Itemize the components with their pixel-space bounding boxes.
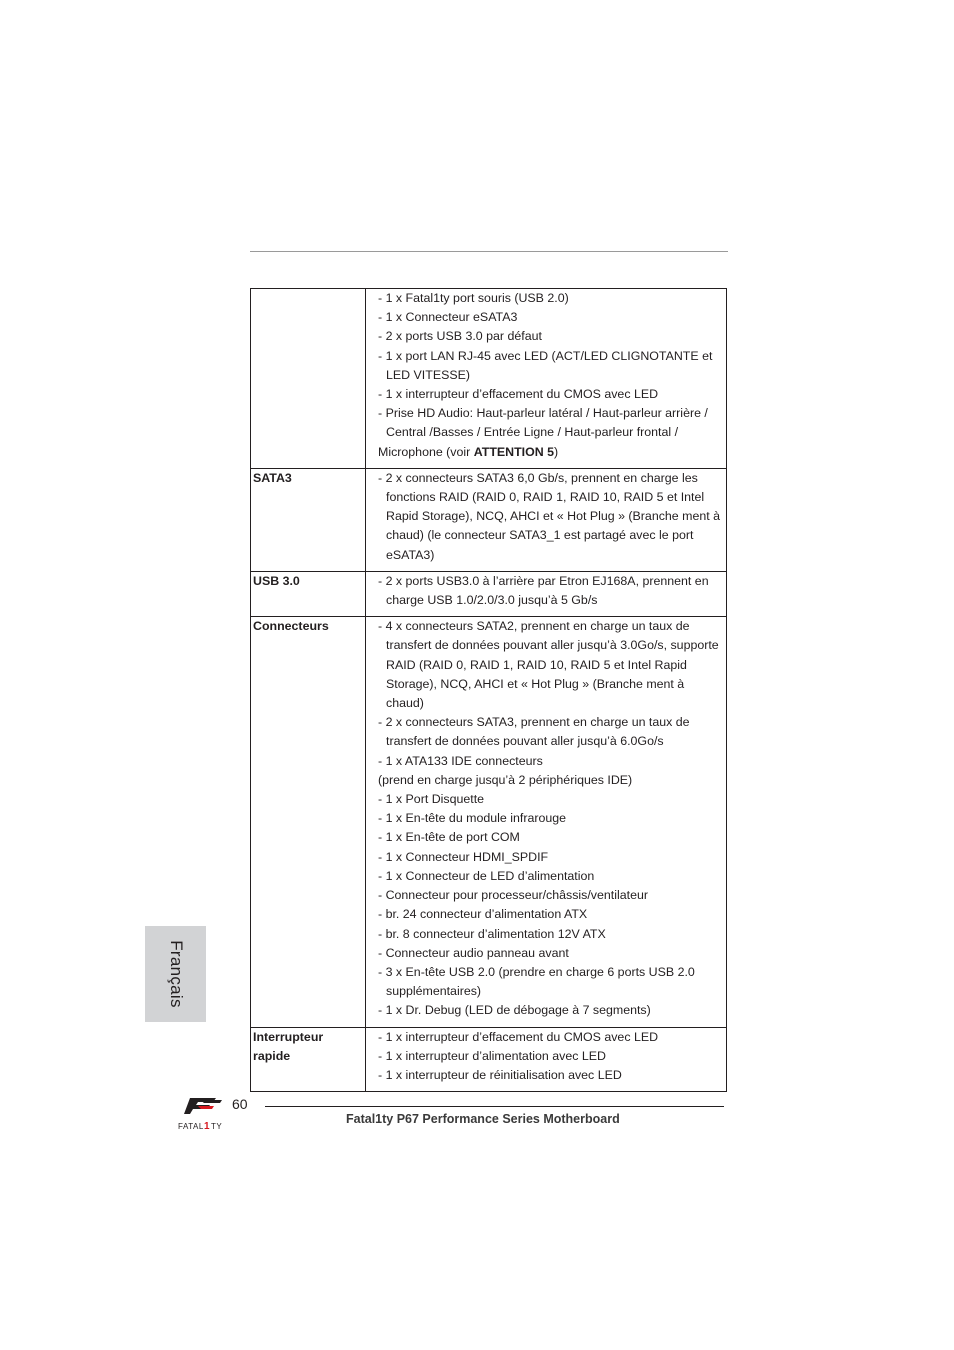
spec-item: - 1 x interrupteur d’alimentation avec LED: [378, 1048, 606, 1063]
spec-row: [251, 289, 727, 469]
spec-items-cell: [366, 468, 727, 571]
top-rule: [250, 251, 728, 252]
svg-text:1: 1: [204, 1121, 210, 1132]
spec-label: SATA3: [253, 470, 292, 485]
spec-label: rapide: [253, 1048, 291, 1063]
spec-item: - 1 x ATA133 IDE connecteurs: [378, 753, 543, 768]
spec-item: [378, 443, 724, 462]
spec-label: Interrupteur: [253, 1029, 324, 1044]
spec-item: - 2 x connecteurs SATA3, prennent en charge un taux de transfert de données pouvant aller jusqu’à 6.0Go/s: [378, 715, 690, 749]
spec-table-body: [251, 289, 727, 1092]
language-tab-label: Français: [166, 940, 186, 1008]
spec-item: - Connecteur pour processeur/châssis/ventilateur: [378, 888, 648, 903]
spec-item: - Connecteur audio panneau avant: [378, 945, 569, 960]
spec-item: - 1 x Port Disquette: [378, 792, 485, 807]
footer-title: Fatal1ty P67 Performance Series Motherboard: [346, 1112, 620, 1126]
spec-item: - 2 x connecteurs SATA3 6,0 Gb/s, prennent en charge les fonctions RAID (RAID 0, RAID 1, RAID 10, RAID 5 et Intel Rapid Storage), NCQ, AHCI et « Hot Plug » (Branche ment à chaud) (le connecteur SATA3_1 est partagé avec le port eSATA3): [378, 470, 721, 562]
spec-label-cell: [251, 1027, 366, 1092]
spec-item: - 1 x Dr. Debug (LED de débogage à 7 segments): [378, 1003, 651, 1018]
spec-item: - 1 x Connecteur de LED d’alimentation: [378, 868, 595, 883]
spec-item: - 1 x En-tête du module infrarouge: [378, 811, 567, 826]
spec-item-text: ): [554, 444, 559, 459]
spec-item-text: Microphone (voir: [378, 444, 474, 459]
spec-label-cell: [251, 571, 366, 616]
footer-rule: [265, 1106, 724, 1107]
spec-items-cell: [366, 617, 727, 1027]
spec-item: - 4 x connecteurs SATA2, prennent en charge un taux de transfert de données pouvant aller jusqu’à 3.0Go/s, supporte RAID (RAID 0, RAID 1, RAID 10, RAID 5 et Intel Rapid Storage), NCQ, AHCI et « Hot Plug » (Branche ment à chaud): [378, 619, 719, 711]
spec-item: (prend en charge jusqu’à 2 périphériques IDE): [378, 772, 633, 787]
spec-row: [251, 617, 727, 1027]
spec-label-cell: [251, 468, 366, 571]
spec-items-cell: [366, 1027, 727, 1092]
spec-items-cell: [366, 571, 727, 616]
spec-row: [251, 468, 727, 571]
page-number: 60: [232, 1096, 248, 1112]
spec-item: - 2 x ports USB3.0 à l’arrière par Etron EJ168A, prennent en charge USB 1.0/2.0/3.0 jusqu’à 5 Gb/s: [378, 573, 709, 608]
fatal1ty-logo-icon: [176, 1094, 232, 1134]
attention-reference: ATTENTION 5: [473, 444, 555, 459]
spec-item: - 3 x En-tête USB 2.0 (prendre en charge 6 ports USB 2.0 supplémentaires): [378, 964, 695, 999]
spec-item: - 1 x Connecteur eSATA3: [378, 310, 518, 325]
spec-label: USB 3.0: [253, 573, 300, 588]
spec-item: - 1 x En-tête de port COM: [378, 830, 520, 845]
spec-table: [250, 288, 727, 1092]
spec-row: [251, 1027, 727, 1092]
spec-item: - 1 x interrupteur de réinitialisation avec LED: [378, 1067, 622, 1082]
spec-label: Connecteurs: [253, 619, 329, 634]
spec-items-cell: [366, 289, 727, 469]
svg-text:FATAL: FATAL: [178, 1122, 204, 1131]
spec-item: - 1 x interrupteur d’effacement du CMOS avec LED: [378, 1029, 659, 1044]
spec-label-cell: [251, 617, 366, 1027]
spec-label-cell: [251, 289, 366, 469]
spec-item: - br. 8 connecteur d’alimentation 12V ATX: [378, 926, 606, 941]
spec-item: - 1 x port LAN RJ-45 avec LED (ACT/LED CLIGNOTANTE et LED VITESSE): [378, 348, 713, 382]
spec-item: - 1 x Connecteur HDMI_SPDIF: [378, 849, 549, 864]
spec-row: [251, 571, 727, 616]
language-tab: [145, 926, 206, 1022]
spec-item: - br. 24 connecteur d’alimentation ATX: [378, 907, 588, 922]
spec-item: - 1 x interrupteur d’effacement du CMOS avec LED: [378, 387, 659, 402]
spec-item: - Prise HD Audio: Haut-parleur latéral / Haut-parleur arrière / Central /Basses / Entrée Ligne / Haut-parleur frontal /: [378, 406, 708, 440]
spec-item: - 1 x Fatal1ty port souris (USB 2.0): [378, 291, 569, 305]
spec-item: - 2 x ports USB 3.0 par défaut: [378, 329, 542, 344]
svg-text:TY: TY: [211, 1122, 223, 1131]
